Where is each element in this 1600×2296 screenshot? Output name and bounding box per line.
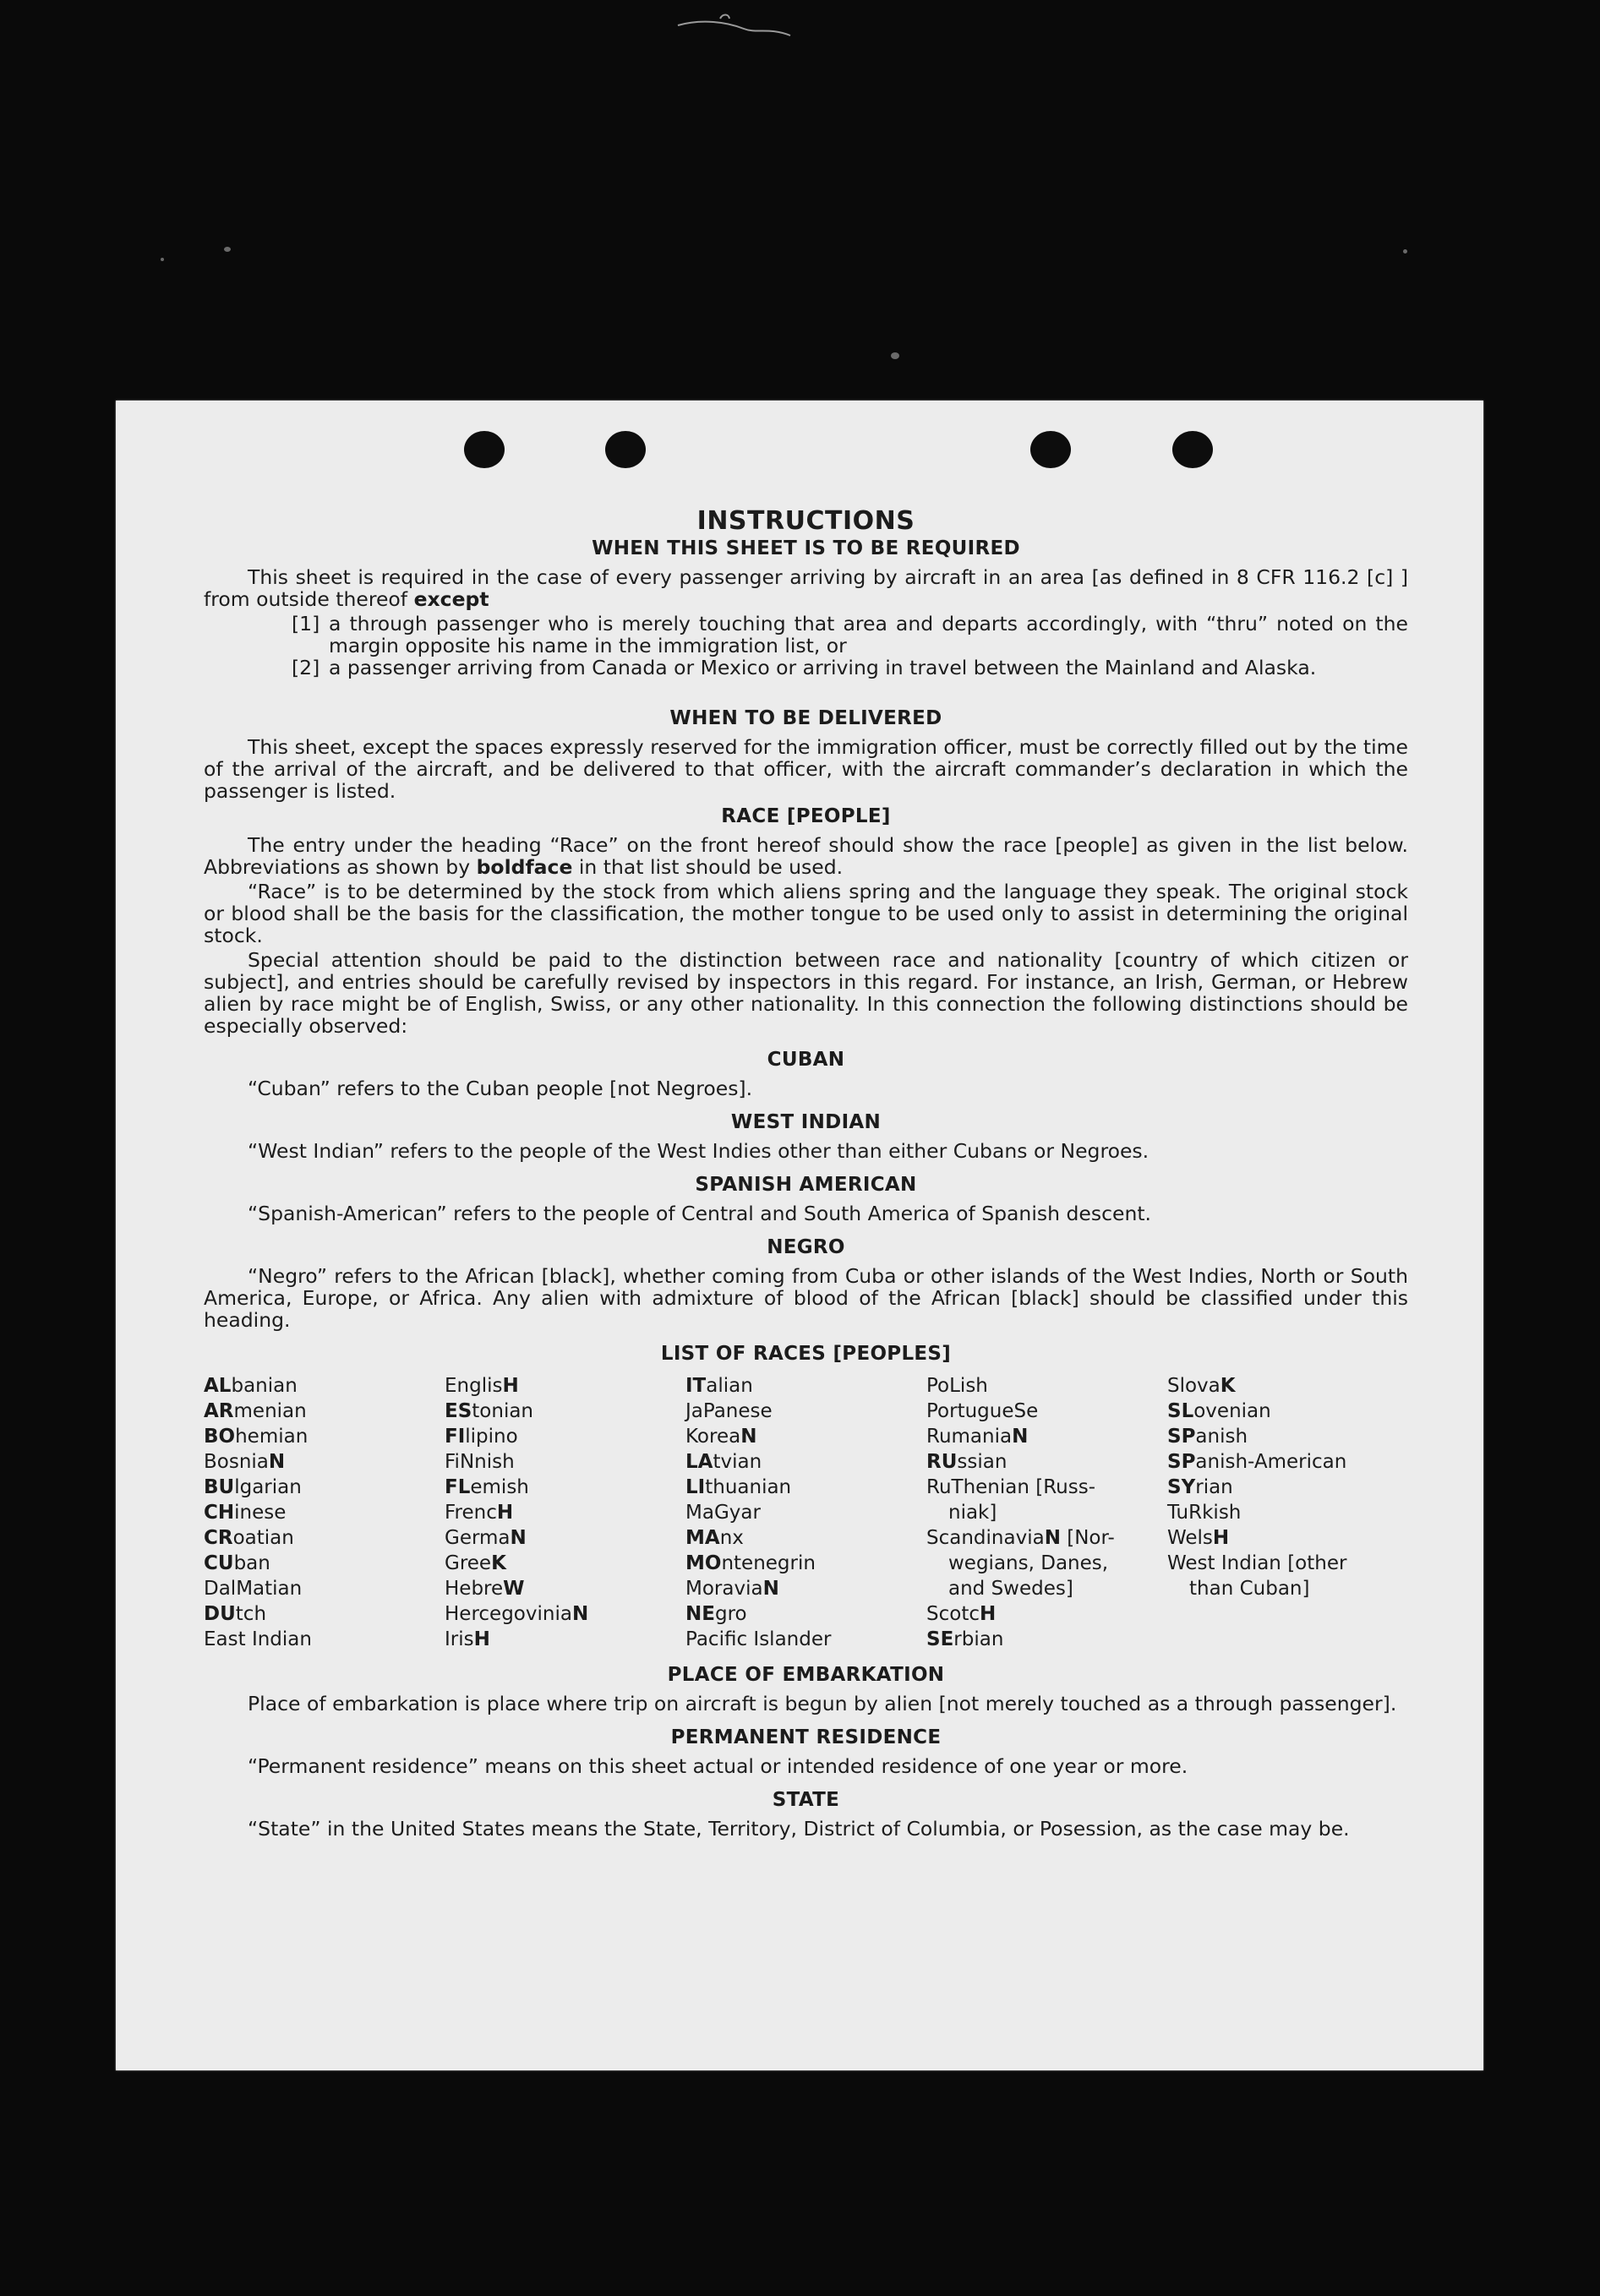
race-entry: NEgro	[685, 1603, 747, 1625]
race-entry: West Indian [other	[1167, 1552, 1347, 1574]
race-entry: RuThenian [Russ-	[926, 1476, 1096, 1498]
heading-list-of-races: LIST OF RACES [PEOPLES]	[660, 1343, 952, 1365]
instruction-sheet	[116, 401, 1483, 2070]
race-para-3: Special attention should be paid to the distinction between race and nationality [country of which citizen or subject], and entries should be carefully revised by inspectors in this regard. For instance, an Irish, German, or Hebrew alien by race might be of English, Swiss, or any other nationality. In this connection the following distinctions should be especially observed:	[204, 948, 1408, 1038]
race-entry: DalMatian	[204, 1578, 303, 1600]
race-entry: FIlipino	[445, 1426, 518, 1448]
race-entry: JaPanese	[685, 1400, 773, 1422]
race-entry: WelsH	[1167, 1527, 1230, 1549]
required-exception-1: [1] a through passenger who is merely touching that area and departs accordingly, with “thru” noted on the margin opposite his name in the immigration list, or	[292, 612, 1408, 657]
race-entry: ScandinaviaN [Nor-	[926, 1527, 1115, 1549]
race-entry: GermaN	[445, 1527, 527, 1549]
race-para-2: “Race” is to be determined by the stock from which aliens spring and the language they speak. The original stock or blood shall be the basis for the classification, the mother tongue to be used only to assist in determining the original stock.	[204, 880, 1408, 947]
race-entry: LIthuanian	[685, 1476, 792, 1498]
heading-race: RACE [PEOPLE]	[721, 805, 891, 827]
race-entry: SLovenian	[1167, 1400, 1271, 1422]
race-entry: CHinese	[204, 1502, 287, 1524]
race-entry: KoreaN	[685, 1426, 757, 1448]
race-entry: TuRkish	[1167, 1502, 1242, 1524]
race-entry: wegians, Danes,	[948, 1552, 1109, 1574]
race-entry: RUssian	[926, 1451, 1008, 1473]
race-entry: and Swedes]	[948, 1578, 1073, 1600]
race-entry: BUlgarian	[204, 1476, 302, 1498]
instructions-content	[204, 506, 1408, 1842]
races-column	[926, 1373, 1167, 1652]
required-exception-2: [2] a passenger arriving from Canada or Mexico or arriving in travel between the Mainland and Alaska.	[292, 656, 1317, 679]
punch-hole	[1030, 431, 1071, 468]
heading-required: WHEN THIS SHEET IS TO BE REQUIRED	[592, 537, 1020, 559]
state-text: “State” in the United States means the State, Territory, District of Columbia, or Posession, as the case may be.	[248, 1817, 1350, 1841]
race-entry: FLemish	[445, 1476, 529, 1498]
heading-residence: PERMANENT RESIDENCE	[670, 1726, 942, 1748]
race-entry: RumaniaN	[926, 1426, 1029, 1448]
heading-embarkation: PLACE OF EMBARKATION	[667, 1664, 945, 1686]
punch-hole	[1172, 431, 1213, 468]
race-entry: ITalian	[685, 1375, 753, 1397]
race-entry: BOhemian	[204, 1426, 309, 1448]
required-intro: This sheet is required in the case of every passenger arriving by aircraft in an area [as defined in 8 CFR 116.2 [c] ] from outside thereof except	[204, 565, 1408, 611]
race-entry: niak]	[948, 1502, 997, 1524]
races-column	[445, 1373, 685, 1652]
race-entry: FiNnish	[445, 1451, 515, 1473]
heading-state: STATE	[772, 1789, 840, 1811]
heading-delivered: WHEN TO BE DELIVERED	[669, 707, 942, 729]
scan-mark	[676, 10, 795, 44]
punch-hole	[464, 431, 505, 468]
embarkation-text: Place of embarkation is place where trip on aircraft is begun by alien [not merely touched as a through passenger].	[248, 1692, 1397, 1715]
race-entry: SPanish	[1167, 1426, 1248, 1448]
residence-text: “Permanent residence” means on this sheet actual or intended residence of one year or more.	[248, 1754, 1188, 1778]
race-entry: ARmenian	[204, 1400, 307, 1422]
spanish-american-text: “Spanish-American” refers to the people of Central and South America of Spanish descent.	[248, 1202, 1152, 1225]
race-entry: CUban	[204, 1552, 270, 1574]
races-column	[204, 1373, 445, 1652]
race-entry: GreeK	[445, 1552, 506, 1574]
scan-speck	[224, 247, 231, 252]
race-entry: PoLish	[926, 1375, 988, 1397]
scan-speck	[891, 352, 899, 359]
race-entry: MoraviaN	[685, 1578, 779, 1600]
race-entry: LAtvian	[685, 1451, 762, 1473]
scan-speck	[161, 258, 164, 261]
race-entry: Pacific Islander	[685, 1628, 832, 1650]
race-entry: HercegoviniaN	[445, 1603, 589, 1625]
negro-text: “Negro” refers to the African [black], whether coming from Cuba or other islands of the West Indies, North or South America, Europe, or Africa. Any alien with admixture of blood of the African [black] should be classified under this heading.	[204, 1264, 1408, 1332]
races-list	[204, 1373, 1408, 1652]
race-entry: than Cuban]	[1189, 1578, 1310, 1600]
race-entry: CRoatian	[204, 1527, 294, 1549]
heading-cuban: CUBAN	[767, 1049, 845, 1071]
race-entry: SPanish-American	[1167, 1451, 1347, 1473]
race-entry: East Indian	[204, 1628, 312, 1650]
race-para-1: The entry under the heading “Race” on the front hereof should show the race [people] as given in the list below. Abbreviations as shown by boldface in that list should be used.	[204, 833, 1408, 879]
document-title: INSTRUCTIONS	[696, 506, 915, 536]
race-entry: PortugueSe	[926, 1400, 1039, 1422]
delivered-text: This sheet, except the spaces expressly reserved for the immigration officer, must be correctly filled out by the time of the arrival of the aircraft, and be delivered to that officer, with the aircraft commander’s declaration in which the passenger is listed.	[204, 735, 1408, 803]
race-entry: ScotcH	[926, 1603, 997, 1625]
race-entry: MAnx	[685, 1527, 744, 1549]
scan-speck	[1403, 249, 1407, 254]
heading-negro: NEGRO	[767, 1236, 845, 1258]
heading-west-indian: WEST INDIAN	[730, 1111, 882, 1133]
race-entry: EnglisH	[445, 1375, 519, 1397]
race-entry: SlovaK	[1167, 1375, 1236, 1397]
heading-spanish-american: SPANISH AMERICAN	[695, 1174, 917, 1196]
cuban-text: “Cuban” refers to the Cuban people [not Negroes].	[248, 1077, 753, 1100]
punch-hole	[605, 431, 646, 468]
races-column	[1167, 1373, 1408, 1652]
race-entry: ALbanian	[204, 1375, 298, 1397]
race-entry: BosniaN	[204, 1451, 286, 1473]
races-column	[685, 1373, 926, 1652]
race-entry: IrisH	[445, 1628, 490, 1650]
race-entry: FrencH	[445, 1502, 514, 1524]
west-indian-text: “West Indian” refers to the people of the West Indies other than either Cubans or Negroes.	[248, 1139, 1149, 1163]
race-entry: SErbian	[926, 1628, 1004, 1650]
race-entry: EStonian	[445, 1400, 534, 1422]
race-entry: HebreW	[445, 1578, 525, 1600]
race-entry: MOntenegrin	[685, 1552, 816, 1574]
race-entry: DUtch	[204, 1603, 267, 1625]
race-entry: MaGyar	[685, 1502, 761, 1524]
race-entry: SYrian	[1167, 1476, 1233, 1498]
